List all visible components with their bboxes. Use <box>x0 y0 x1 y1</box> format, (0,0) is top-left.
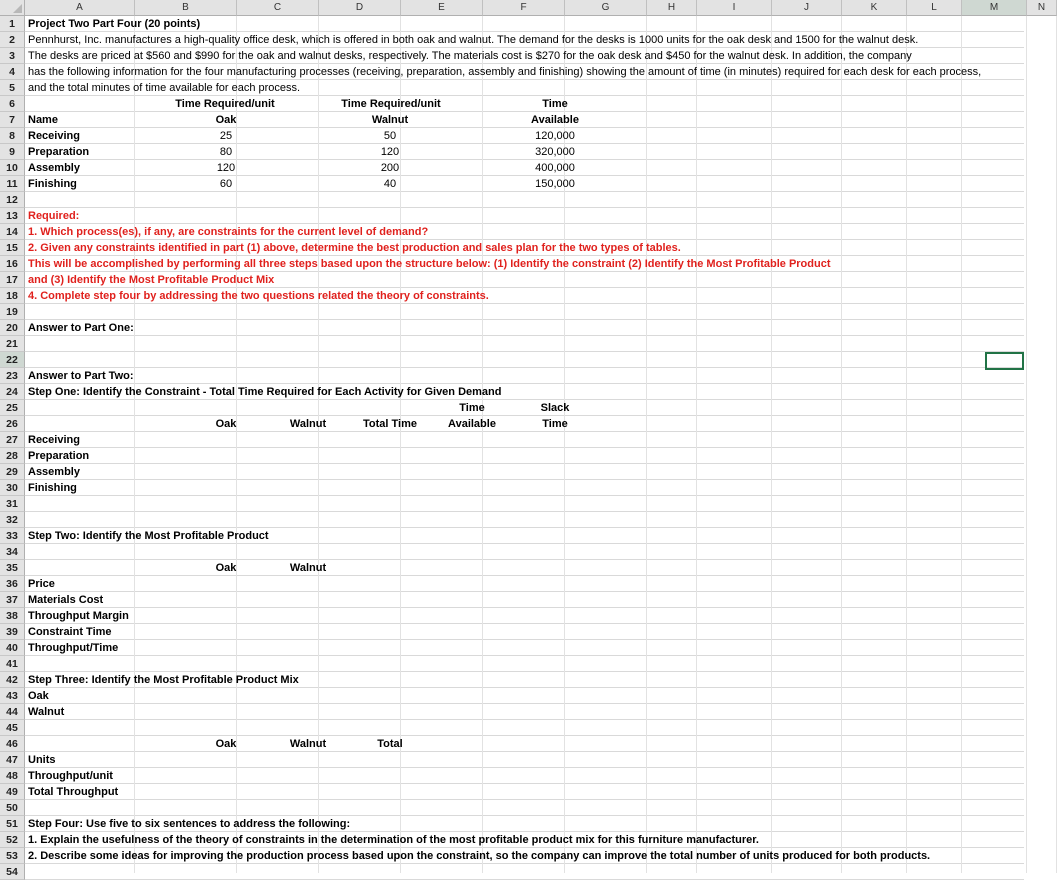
row-gridline <box>25 736 1024 752</box>
row-header-13[interactable]: 13 <box>0 208 25 224</box>
process-name[interactable]: Preparation <box>28 146 90 158</box>
cell-a40[interactable]: Throughput/Time <box>28 642 119 654</box>
process-walnut[interactable]: 50 <box>383 130 397 142</box>
row-header-20[interactable]: 20 <box>0 320 25 336</box>
process-available[interactable]: 150,000 <box>535 178 575 190</box>
cell-d7[interactable]: Walnut <box>371 114 409 126</box>
row-gridline <box>25 320 1024 336</box>
column-gridline <box>1026 16 1027 873</box>
cell-a28[interactable]: Preparation <box>28 450 90 462</box>
row-header-17[interactable]: 17 <box>0 272 25 288</box>
cell-a15[interactable]: 2. Given any constraints identified in part (1) above, determine the best production and sales plan for the two types of tables. <box>28 242 681 254</box>
select-all-corner[interactable] <box>0 0 25 16</box>
row-gridline <box>25 192 1024 208</box>
cell-a30[interactable]: Finishing <box>28 482 77 494</box>
column-header-n[interactable]: N <box>1027 0 1057 16</box>
process-available[interactable]: 120,000 <box>535 130 575 142</box>
cell-f26[interactable]: Time <box>542 418 568 430</box>
cell-d46[interactable]: Total <box>377 738 403 750</box>
row-header-15[interactable]: 15 <box>0 240 25 256</box>
row-header-18[interactable]: 18 <box>0 288 25 304</box>
row-header-21[interactable]: 21 <box>0 336 25 352</box>
cell-c26[interactable]: Walnut <box>289 418 327 430</box>
row-gridline <box>25 592 1024 608</box>
row-gridline <box>25 640 1024 656</box>
row-gridline <box>25 512 1024 528</box>
cell-f6[interactable]: Time <box>542 98 568 110</box>
cell-d6[interactable]: Time Required/unit <box>341 98 441 110</box>
column-header-m[interactable]: M <box>962 0 1027 16</box>
cell-a39[interactable]: Constraint Time <box>28 626 112 638</box>
column-gridline <box>482 16 483 873</box>
cell-a17[interactable]: and (3) Identify the Most Profitable Product Mix <box>28 274 275 286</box>
cell-a42[interactable]: Step Three: Identify the Most Profitable Product Mix <box>28 674 299 686</box>
row-header-14[interactable]: 14 <box>0 224 25 240</box>
row-gridline <box>25 864 1024 880</box>
cell-a29[interactable]: Assembly <box>28 466 80 478</box>
process-walnut[interactable]: 120 <box>380 146 400 158</box>
row-header-39[interactable]: 39 <box>0 624 25 640</box>
row-gridline <box>25 432 1024 448</box>
cell-a24[interactable]: Step One: Identify the Constraint - Total Time Required for Each Activity for Given Demand <box>28 386 502 398</box>
row-header-8[interactable]: 8 <box>0 128 25 144</box>
column-header-j[interactable]: J <box>772 0 842 16</box>
column-gridline <box>906 16 907 873</box>
cell-a48[interactable]: Throughput/unit <box>28 770 113 782</box>
cell-a4[interactable]: has the following information for the four manufacturing processes (receiving, preparation, assembly and finishing) showing the amount of time (in minutes) required for each desk for each process, <box>28 66 982 78</box>
row-header-52[interactable]: 52 <box>0 832 25 848</box>
column-header-g[interactable]: G <box>565 0 647 16</box>
row-header-38[interactable]: 38 <box>0 608 25 624</box>
row-gridline <box>25 688 1024 704</box>
row-header-28[interactable]: 28 <box>0 448 25 464</box>
process-name[interactable]: Finishing <box>28 178 77 190</box>
cell-b46[interactable]: Oak <box>215 738 237 750</box>
row-gridline <box>25 784 1024 800</box>
column-header-k[interactable]: K <box>842 0 907 16</box>
cell-a5[interactable]: and the total minutes of time available for each process. <box>28 82 301 94</box>
cell-a23[interactable]: Answer to Part Two: <box>28 370 134 382</box>
process-oak[interactable]: 25 <box>219 130 233 142</box>
row-header-48[interactable]: 48 <box>0 768 25 784</box>
column-gridline <box>961 16 962 873</box>
cell-a16[interactable]: This will be accomplished by performing all three steps based upon the structure below: (1) Identify the constraint (2) Identify the Most Profitable Product <box>28 258 831 270</box>
cell-b26[interactable]: Oak <box>215 418 237 430</box>
selected-cell-cursor[interactable] <box>985 352 1024 370</box>
cell-a44[interactable]: Walnut <box>28 706 65 718</box>
row-gridline <box>25 752 1024 768</box>
cell-a13[interactable]: Required: <box>28 210 80 222</box>
cell-e26[interactable]: Available <box>448 418 496 430</box>
row-header-16[interactable]: 16 <box>0 256 25 272</box>
row-gridline <box>25 448 1024 464</box>
cell-a36[interactable]: Price <box>28 578 55 590</box>
row-header-53[interactable]: 53 <box>0 848 25 864</box>
cell-f25[interactable]: Slack <box>540 402 570 414</box>
row-gridline <box>25 800 1024 816</box>
row-gridline <box>25 304 1024 320</box>
cell-a1[interactable]: Project Two Part Four (20 points) <box>28 18 201 30</box>
cell-a47[interactable]: Units <box>28 754 56 766</box>
row-header-5[interactable]: 5 <box>0 80 25 96</box>
row-gridline <box>25 608 1024 624</box>
cell-f7[interactable]: Available <box>531 114 579 126</box>
row-header-42[interactable]: 42 <box>0 672 25 688</box>
row-header-27[interactable]: 27 <box>0 432 25 448</box>
row-header-19[interactable]: 19 <box>0 304 25 320</box>
row-header-25[interactable]: 25 <box>0 400 25 416</box>
cell-e25[interactable]: Time <box>459 402 485 414</box>
row-header-10[interactable]: 10 <box>0 160 25 176</box>
row-header-50[interactable]: 50 <box>0 800 25 816</box>
cell-a20[interactable]: Answer to Part One: <box>28 322 134 334</box>
row-header-32[interactable]: 32 <box>0 512 25 528</box>
process-oak[interactable]: 80 <box>219 146 233 158</box>
cell-a7[interactable]: Name <box>28 114 58 126</box>
process-walnut[interactable]: 200 <box>380 162 400 174</box>
cell-d26[interactable]: Total Time <box>363 418 417 430</box>
row-gridline <box>25 208 1024 224</box>
row-header-34[interactable]: 34 <box>0 544 25 560</box>
cell-b35[interactable]: Oak <box>215 562 237 574</box>
process-available[interactable]: 320,000 <box>535 146 575 158</box>
row-header-23[interactable]: 23 <box>0 368 25 384</box>
cell-b6[interactable]: Time Required/unit <box>175 98 275 110</box>
row-header-40[interactable]: 40 <box>0 640 25 656</box>
row-header-2[interactable]: 2 <box>0 32 25 48</box>
row-header-4[interactable]: 4 <box>0 64 25 80</box>
cell-a37[interactable]: Materials Cost <box>28 594 104 606</box>
cell-c46[interactable]: Walnut <box>289 738 327 750</box>
process-oak[interactable]: 120 <box>216 162 236 174</box>
column-header-f[interactable]: F <box>483 0 565 16</box>
cell-a51[interactable]: Step Four: Use five to six sentences to address the following: <box>28 818 351 830</box>
row-header-51[interactable]: 51 <box>0 816 25 832</box>
column-header-b[interactable]: B <box>135 0 237 16</box>
row-gridline <box>25 704 1024 720</box>
row-header-41[interactable]: 41 <box>0 656 25 672</box>
column-header-a[interactable]: A <box>25 0 135 16</box>
row-gridline <box>25 464 1024 480</box>
row-gridline <box>25 624 1024 640</box>
process-name[interactable]: Receiving <box>28 130 80 142</box>
row-header-26[interactable]: 26 <box>0 416 25 432</box>
cell-a38[interactable]: Throughput Margin <box>28 610 129 622</box>
column-header-i[interactable]: I <box>697 0 772 16</box>
process-name[interactable]: Assembly <box>28 162 80 174</box>
row-gridline <box>25 368 1024 384</box>
column-gridline <box>841 16 842 873</box>
row-header-46[interactable]: 46 <box>0 736 25 752</box>
process-available[interactable]: 400,000 <box>535 162 575 174</box>
cell-a2[interactable]: Pennhurst, Inc. manufactures a high-quality office desk, which is offered in both oak and walnut. The demand for the desks is 1000 units for the oak desk and 1500 for the walnut desk. <box>28 34 919 46</box>
row-gridline <box>25 560 1024 576</box>
row-header-11[interactable]: 11 <box>0 176 25 192</box>
column-header-e[interactable]: E <box>401 0 483 16</box>
cell-a52[interactable]: 1. Explain the usefulness of the theory of constraints in the determination of the most profitable product mix for this furniture manufacturer. <box>28 834 759 846</box>
row-gridline <box>25 768 1024 784</box>
row-header-7[interactable]: 7 <box>0 112 25 128</box>
row-gridline <box>25 544 1024 560</box>
column-header-h[interactable]: H <box>647 0 697 16</box>
row-header-31[interactable]: 31 <box>0 496 25 512</box>
column-header-c[interactable]: C <box>237 0 319 16</box>
cell-b7[interactable]: Oak <box>215 114 237 126</box>
cell-a3[interactable]: The desks are priced at $560 and $990 for the oak and walnut desks, respectively. The materials cost is $270 for the oak desk and $450 for the walnut desk. In addition, the company <box>28 50 912 62</box>
row-gridline <box>25 352 1024 368</box>
cell-a33[interactable]: Step Two: Identify the Most Profitable Product <box>28 530 269 542</box>
cell-a53[interactable]: 2. Describe some ideas for improving the production process based upon the constraint, so the company can improve the total number of units produced for both products. <box>28 850 931 862</box>
row-header-37[interactable]: 37 <box>0 592 25 608</box>
cell-a18[interactable]: 4. Complete step four by addressing the two questions related the theory of constraints. <box>28 290 489 302</box>
column-header-d[interactable]: D <box>319 0 401 16</box>
cell-a49[interactable]: Total Throughput <box>28 786 119 798</box>
row-header-29[interactable]: 29 <box>0 464 25 480</box>
cell-a14[interactable]: 1. Which process(es), if any, are constraints for the current level of demand? <box>28 226 429 238</box>
row-header-43[interactable]: 43 <box>0 688 25 704</box>
row-gridline <box>25 480 1024 496</box>
column-gridline <box>646 16 647 873</box>
row-gridline <box>25 656 1024 672</box>
row-header-30[interactable]: 30 <box>0 480 25 496</box>
row-gridline <box>25 496 1024 512</box>
row-header-35[interactable]: 35 <box>0 560 25 576</box>
row-header-1[interactable]: 1 <box>0 16 25 32</box>
row-header-33[interactable]: 33 <box>0 528 25 544</box>
row-header-49[interactable]: 49 <box>0 784 25 800</box>
column-gridline <box>771 16 772 873</box>
process-walnut[interactable]: 40 <box>383 178 397 190</box>
row-header-22[interactable]: 22 <box>0 352 25 368</box>
cell-a27[interactable]: Receiving <box>28 434 80 446</box>
cell-a43[interactable]: Oak <box>28 690 49 702</box>
column-gridline <box>134 16 135 873</box>
row-header-6[interactable]: 6 <box>0 96 25 112</box>
row-gridline <box>25 576 1024 592</box>
row-header-47[interactable]: 47 <box>0 752 25 768</box>
row-header-44[interactable]: 44 <box>0 704 25 720</box>
cell-c35[interactable]: Walnut <box>289 562 327 574</box>
row-gridline <box>25 336 1024 352</box>
row-header-3[interactable]: 3 <box>0 48 25 64</box>
row-header-9[interactable]: 9 <box>0 144 25 160</box>
row-gridline <box>25 720 1024 736</box>
row-header-24[interactable]: 24 <box>0 384 25 400</box>
row-header-45[interactable]: 45 <box>0 720 25 736</box>
column-gridline <box>696 16 697 873</box>
row-header-54[interactable]: 54 <box>0 864 25 880</box>
column-header-l[interactable]: L <box>907 0 962 16</box>
process-oak[interactable]: 60 <box>219 178 233 190</box>
row-header-36[interactable]: 36 <box>0 576 25 592</box>
row-header-12[interactable]: 12 <box>0 192 25 208</box>
